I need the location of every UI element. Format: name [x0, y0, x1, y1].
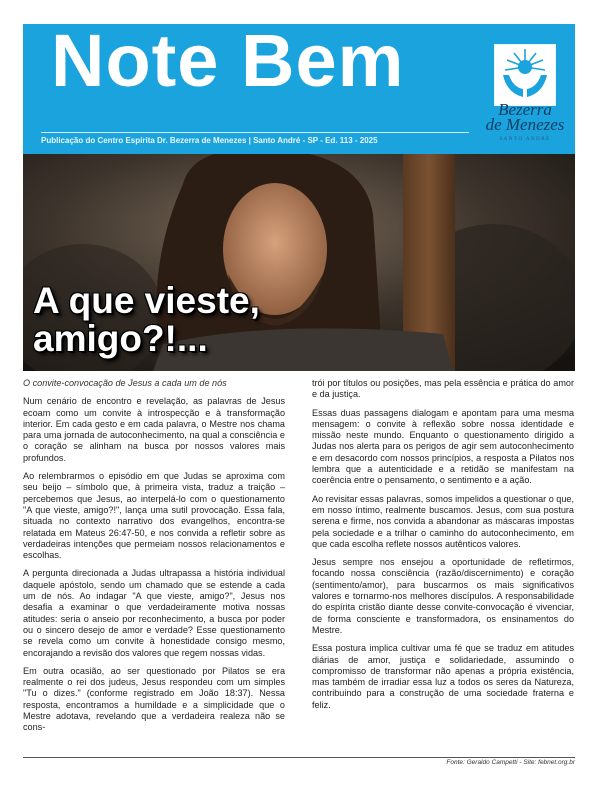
paragraph: Essa postura implica cultivar uma fé que se traduz em atitudes diárias de amor, justiça e solidariedade, assumindo o compromisso de transformar não apenas a própria existência, mas também de irradiar essa luz a todos os seres da Natureza, contribuindo para a construção de uma sociedade fraterna e feliz. — [312, 643, 574, 710]
source-credit: Fonte: Geraldo Campetti - Site: febnet.org.br — [446, 759, 575, 766]
publication-title: Note Bem — [51, 24, 405, 102]
article-column-right — [312, 378, 574, 718]
paragraph: A pergunta direcionada a Judas ultrapassa a história individual daquele apóstolo, sendo um chamado que se estende a cada um de nós. Ao indagar "A que vieste, amigo?", Jesus nos desafia a examinar o que verdadeiramente motiva nossas atitudes: seria o anseio por reconhecimento, a busca por poder ou o sincero desejo de amor e verdade? Esse questionamento se revela como um convite à honestidade consigo mesmo, encorajando a revisão dos valores que regem nossas vidas. — [23, 568, 285, 658]
paragraph: Essas duas passagens dialogam e apontam para uma mesma mensagem: o convite à reflexão sobre nossa identidade e missão neste mundo. Enquanto o questionamento dirigido a Judas nos alerta para os perigos de agir sem autoconhecimento e em desacordo com nossos princípios, a resposta a Pilatos nos lembra que a autenticidade e a retidão se manifestam na coerência entre o pensamento, o sentimento e a ação. — [312, 407, 574, 486]
article-lead: O convite-convocação de Jesus a cada um de nós — [23, 378, 227, 388]
article-headline: A que vieste, amigo?!... — [33, 280, 260, 359]
paragraph: Em outra ocasião, ao ser questionado por Pilatos se era realmente o rei dos judeus, Jesus respondeu com um simples "Tu o dizes." (conforme registrado em João 18:37). Nessa resposta, encontramos a humildade e a simplicidade que o Mestre adotava, revelando que a verdadeira realeza não se cons- — [23, 665, 285, 733]
paragraph: Jesus sempre nos ensejou a oportunidade de refletirmos, focando nossa consciência (razão/discernimento) e coração (sentimento/amor), para buscarmos os mais significativos valores e tornarmo-nos melhores discípulos. A responsabilidade do espírita cristão diante desse convite-convocação é vivenciar, de forma consciente e transformadora, os ensinamentos do Mestre. — [312, 557, 574, 635]
institution-logo — [485, 44, 565, 144]
paragraph: Num cenário de encontro e revelação, as palavras de Jesus ecoam como um convite à introspecção e à transformação interior. Em cada gesto e em cada palavra, o Mestre nos chama para uma jornada de autoconhecimento, na qual a consciência e o coração se alinham na busca por nossos valores mais profundos. — [23, 396, 285, 463]
paragraph: Ao relembrarmos o episódio em que Judas se aproxima com seu beijo – símbolo que, à primeira vista, traduz a traição – percebemos que Jesus, ao interpelá-lo com o questionamento "A que vieste, amigo?!", lança uma sutil provocação. Essa fala, situada no contexto narrativo dos evangelhos, encontra-se relatada em Mateus 26:47-50, e nos convida a refletir sobre as verdadeiras intenções que permeiam nossos relacionamentos e escolhas. — [23, 471, 285, 561]
footer-divider — [23, 757, 575, 758]
logo-wordmark: Bezerra de Menezes SANTO ANDRÉ — [485, 100, 565, 142]
hero-image — [23, 154, 575, 371]
sun-hands-icon — [494, 44, 556, 106]
paragraph: trói por títulos ou posições, mas pela essência e prática do amor e da justiça. — [312, 378, 574, 400]
paragraph: Ao revisitar essas palavras, somos impelidos a questionar o que, em nosso íntimo, realmente buscamos. Jesus, com sua postura serena e firme, nos convida a abandonar as máscaras impostas pela sociedade e a trilhar o caminho do autoconhecimento, em que cada escolha reflete nossos autênticos valores. — [312, 493, 574, 549]
masthead — [23, 24, 575, 154]
publication-subtitle: Publicação do Centro Espírita Dr. Bezerra de Menezes | Santo André - SP - Ed. 113 - 2025 — [41, 132, 469, 145]
article-column-left — [23, 378, 285, 741]
